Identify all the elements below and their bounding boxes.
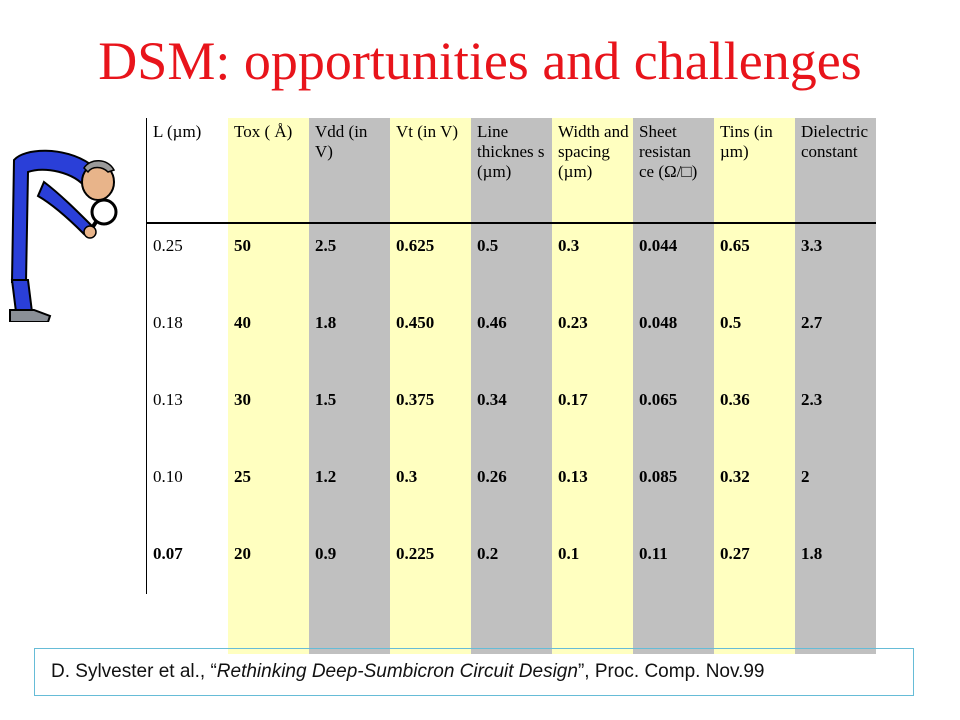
- table-cell: 2.5: [309, 223, 390, 301]
- citation-venue: ”, Proc. Comp. Nov.99: [577, 661, 765, 682]
- table-cell: 0.085: [633, 455, 714, 532]
- table-cell: 2.7: [795, 301, 876, 378]
- table-cell: 0.32: [714, 455, 795, 532]
- table-cell: 1.2: [309, 455, 390, 532]
- table-cell: 0.3: [390, 455, 471, 532]
- table-cell: 0.5: [471, 223, 552, 301]
- table-cell: 0.9: [309, 532, 390, 654]
- table-cell: 0.36: [714, 378, 795, 455]
- table-cell: 1.8: [309, 301, 390, 378]
- table-cell: 1.5: [309, 378, 390, 455]
- table-cell: 0.048: [633, 301, 714, 378]
- table-cell: 0.3: [552, 223, 633, 301]
- table-cell: 0.65: [714, 223, 795, 301]
- table-cell: 0.13: [147, 378, 228, 455]
- header-cell: Width and spacing (µm): [552, 118, 633, 223]
- table-cell: 0.13: [552, 455, 633, 532]
- citation-authors: D. Sylvester et al., “: [51, 661, 217, 682]
- table-row: [147, 378, 876, 455]
- header-cell: Line thicknes s (µm): [471, 118, 552, 223]
- header-cell: Tox ( Å): [228, 118, 309, 223]
- table-cell: 0.07: [147, 532, 228, 654]
- header-cell: Vdd (in V): [309, 118, 390, 223]
- table-cell: 0.25: [147, 223, 228, 301]
- table-cell: 0.2: [471, 532, 552, 654]
- table-cell: 2.3: [795, 378, 876, 455]
- table-header-row: [147, 118, 876, 223]
- table-cell: 0.375: [390, 378, 471, 455]
- table-cell: 0.34: [471, 378, 552, 455]
- table-cell: 2: [795, 455, 876, 532]
- table-cell: 0.18: [147, 301, 228, 378]
- table-cell: 20: [228, 532, 309, 654]
- header-cell: Vt (in V): [390, 118, 471, 223]
- table-cell: 0.1: [552, 532, 633, 654]
- table-cell: 0.26: [471, 455, 552, 532]
- header-cell: Dielectric constant: [795, 118, 876, 223]
- table-cell: 0.625: [390, 223, 471, 301]
- table-cell: 0.27: [714, 532, 795, 654]
- table-cell: 0.11: [633, 532, 714, 654]
- table-cell: 0.10: [147, 455, 228, 532]
- citation-paper-title: Rethinking Deep-Sumbicron Circuit Design: [216, 661, 578, 682]
- table-cell: 0.225: [390, 532, 471, 654]
- table-cell: 0.044: [633, 223, 714, 301]
- header-cell: L (µm): [147, 118, 228, 223]
- table-cell: 40: [228, 301, 309, 378]
- citation-box: [34, 648, 914, 696]
- table-cell: 0.23: [552, 301, 633, 378]
- table-cell: 30: [228, 378, 309, 455]
- table-cell: 3.3: [795, 223, 876, 301]
- table-row: [147, 301, 876, 378]
- header-cell: Sheet resistan ce (Ω/□): [633, 118, 714, 223]
- header-cell: Tins (in µm): [714, 118, 795, 223]
- data-table: [147, 118, 876, 654]
- table-cell: 0.46: [471, 301, 552, 378]
- slide-title: DSM: opportunities and challenges: [98, 31, 862, 91]
- table-cell: 0.065: [633, 378, 714, 455]
- table-cell: 0.17: [552, 378, 633, 455]
- table-cell: 1.8: [795, 532, 876, 654]
- dsm-parameters-table: [146, 118, 876, 594]
- table-cell: 0.5: [714, 301, 795, 378]
- table-row: [147, 223, 876, 301]
- inspector-with-magnifier-icon: [4, 142, 124, 322]
- table-cell: 50: [228, 223, 309, 301]
- table-cell: 25: [228, 455, 309, 532]
- table-cell: 0.450: [390, 301, 471, 378]
- table-row: [147, 455, 876, 532]
- table-row: [147, 532, 876, 654]
